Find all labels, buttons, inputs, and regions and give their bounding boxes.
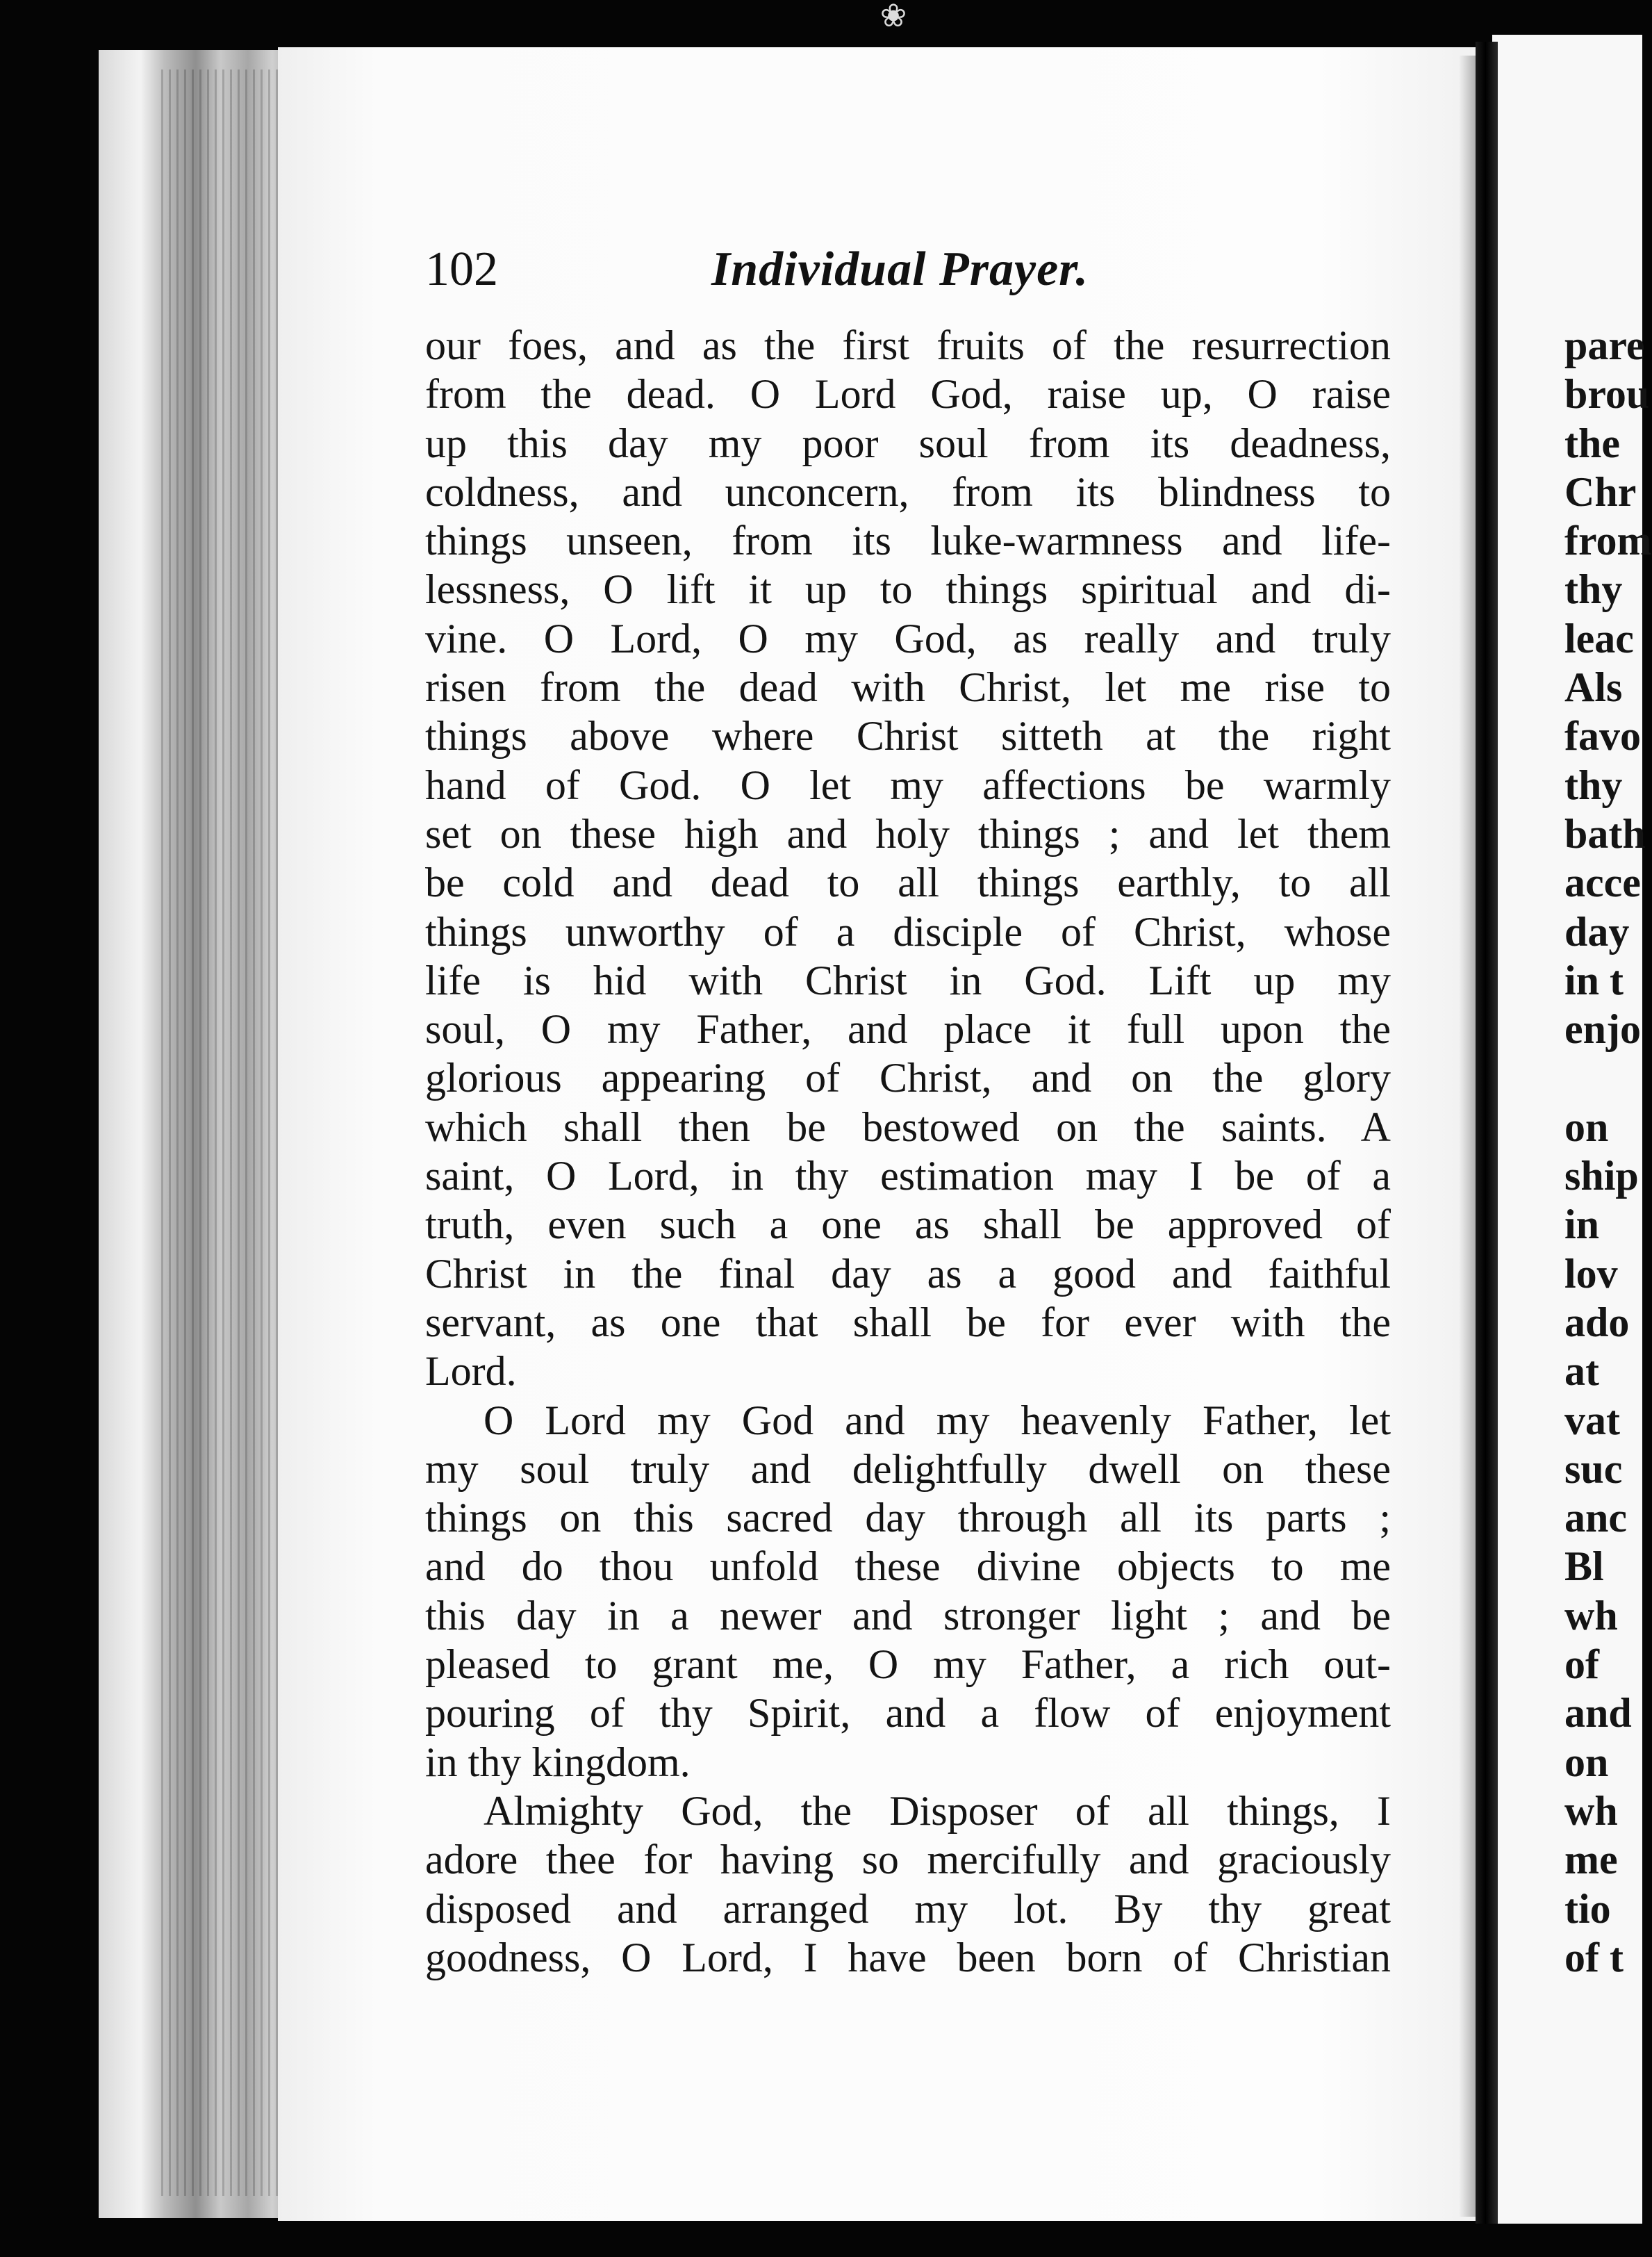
facing-fragment: anc xyxy=(1564,1495,1627,1541)
text-line: this day in a newer and stronger light ; and be xyxy=(425,1592,1391,1639)
paragraph-1 xyxy=(425,321,1391,1396)
text-line: glorious appearing of Christ, and on the glory xyxy=(425,1055,1391,1101)
facing-fragment: bath xyxy=(1564,810,1646,857)
facing-fragment: favo xyxy=(1564,713,1641,760)
facing-fragment: in t xyxy=(1564,957,1624,1003)
text-line: adore thee for having so mercifully and graciously xyxy=(425,1837,1391,1883)
facing-fragment: Chr xyxy=(1564,468,1637,515)
facing-fragment: day xyxy=(1564,908,1630,955)
facing-fragment: wh xyxy=(1564,1592,1618,1639)
text-line: from the dead. O Lord God, raise up, O raise xyxy=(425,371,1391,418)
running-title: Individual Prayer. xyxy=(711,243,1089,296)
paragraph-3 xyxy=(425,1787,1391,1982)
facing-fragment: ship xyxy=(1564,1153,1639,1199)
facing-fragment: ado xyxy=(1564,1299,1630,1345)
text-line: things on this sacred day through all its parts ; xyxy=(425,1495,1391,1541)
text-line: Almighty God, the Disposer of all things, I xyxy=(484,1787,1391,1834)
text-line: saint, O Lord, in thy estimation may I be of a xyxy=(425,1153,1391,1199)
text-line: and do thou unfold these divine objects to me xyxy=(425,1543,1391,1590)
text-line: pouring of thy Spirit, and a flow of enjoyment xyxy=(425,1690,1391,1737)
facing-fragment: enjo xyxy=(1564,1006,1641,1053)
facing-fragment: in xyxy=(1564,1201,1600,1248)
facing-fragment: thy xyxy=(1564,566,1623,613)
text-line: set on these high and holy things ; and let them xyxy=(425,810,1391,857)
text-line: vine. O Lord, O my God, as really and truly xyxy=(425,615,1391,662)
facing-fragment: lov xyxy=(1564,1250,1618,1297)
facing-fragment xyxy=(1564,1053,1642,1102)
facing-fragment: acce xyxy=(1564,860,1641,906)
text-line: things above where Christ sitteth at the right xyxy=(425,713,1391,760)
facing-fragment: on xyxy=(1564,1103,1609,1150)
facing-fragment: tio xyxy=(1564,1885,1611,1932)
text-line: hand of God. O let my affections be warmly xyxy=(425,762,1391,808)
facing-fragment: from xyxy=(1564,518,1652,564)
text-line: lessness, O lift it up to things spiritual and di- xyxy=(425,566,1391,613)
facing-fragment: pare xyxy=(1564,322,1645,368)
text-line: which shall then be bestowed on the saints. A xyxy=(425,1103,1391,1150)
facing-fragment: at xyxy=(1564,1348,1599,1395)
facing-fragment: leac xyxy=(1564,615,1634,662)
text-line: be cold and dead to all things earthly, to all xyxy=(425,860,1391,906)
text-line: my soul truly and delightfully dwell on these xyxy=(425,1445,1391,1492)
book-gutter xyxy=(1476,42,1498,2224)
facing-fragment: of xyxy=(1564,1641,1599,1688)
text-line: risen from the dead with Christ, let me rise to xyxy=(425,664,1391,711)
text-line: our foes, and as the first fruits of the resurrection xyxy=(425,322,1391,368)
facing-page-text xyxy=(1564,321,1652,1982)
ornament-icon: ❀ xyxy=(879,0,907,33)
facing-fragment: the xyxy=(1564,420,1620,466)
facing-fragment: brou xyxy=(1564,371,1650,418)
facing-fragment: and xyxy=(1564,1690,1632,1737)
facing-fragment: vat xyxy=(1564,1397,1620,1443)
text-line: Lord. xyxy=(425,1348,517,1395)
text-line: things unseen, from its luke-warmness and life- xyxy=(425,518,1391,564)
text-line: life is hid with Christ in God. Lift up my xyxy=(425,957,1391,1003)
text-line: O Lord my God and my heavenly Father, let xyxy=(484,1397,1391,1443)
facing-fragment: on xyxy=(1564,1739,1609,1785)
text-line: things unworthy of a disciple of Christ, whose xyxy=(425,908,1391,955)
text-line: disposed and arranged my lot. By thy great xyxy=(425,1885,1391,1932)
facing-fragment: thy xyxy=(1564,762,1623,808)
facing-fragment: Bl xyxy=(1564,1543,1604,1590)
page-body xyxy=(425,321,1391,1982)
text-line: up this day my poor soul from its deadness, xyxy=(425,420,1391,466)
facing-fragment: wh xyxy=(1564,1787,1618,1834)
text-line: in thy kingdom. xyxy=(425,1739,691,1785)
text-line: truth, even such a one as shall be approved of xyxy=(425,1201,1391,1248)
text-line: pleased to grant me, O my Father, a rich out- xyxy=(425,1641,1391,1688)
text-line: coldness, and unconcern, from its blindness to xyxy=(425,468,1391,515)
facing-fragment: Als xyxy=(1564,664,1623,711)
paragraph-2 xyxy=(425,1396,1391,1787)
page-number: 102 xyxy=(425,243,498,296)
text-line: soul, O my Father, and place it full upon the xyxy=(425,1006,1391,1053)
text-line: Christ in the final day as a good and faithful xyxy=(425,1250,1391,1297)
facing-fragment: of t xyxy=(1564,1934,1624,1980)
text-line: servant, as one that shall be for ever with the xyxy=(425,1299,1391,1345)
facing-fragment: suc xyxy=(1564,1445,1623,1492)
text-line: goodness, O Lord, I have been born of Christian xyxy=(425,1934,1391,1980)
facing-fragment: me xyxy=(1564,1837,1618,1883)
